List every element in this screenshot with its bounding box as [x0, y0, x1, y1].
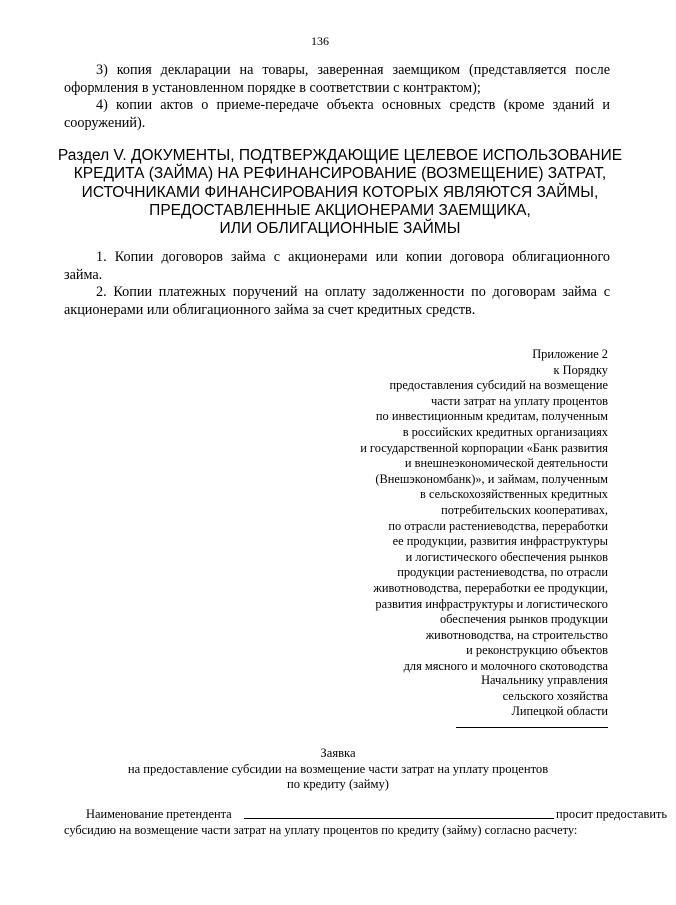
appendix-line: части затрат на уплату процентов: [431, 393, 608, 408]
appendix-line: и логистического обеспечения рынков: [405, 549, 608, 564]
list-item: 4) копии актов о приеме-передаче объекта основных средств (кроме зданий и сооружений).: [64, 97, 610, 131]
appendix-header: [278, 347, 608, 674]
heading-line: КРЕДИТА (ЗАЙМА) НА РЕФИНАНСИРОВАНИЕ (ВОЗМЕЩЕНИЕ) ЗАТРАТ,: [73, 165, 607, 183]
applicant-label: Наименование претендента: [86, 807, 232, 821]
appendix-line: потребительских кооперативах,: [441, 502, 608, 517]
appendix-line: в российских кредитных организациях: [402, 424, 608, 439]
appendix-line: ее продукции, развития инфраструктуры: [392, 534, 608, 549]
heading-line: ПРЕДОСТАВЛЕННЫЕ АКЦИОНЕРАМИ ЗАЕМЩИКА,: [149, 201, 531, 219]
addressee-line: Начальнику управления: [481, 673, 608, 687]
application-title-line: по кредиту (займу): [287, 777, 389, 792]
signature-blank-line[interactable]: [456, 727, 608, 728]
appendix-line: и реконструкцию объектов: [466, 643, 608, 658]
appendix-line: животноводства, переработки ее продукции,: [373, 580, 608, 595]
documents-list-continued: [64, 62, 610, 132]
appendix-line: по инвестиционным кредитам, полученным: [375, 409, 608, 424]
addressee-block: [408, 673, 608, 720]
heading-line: ИСТОЧНИКАМИ ФИНАНСИРОВАНИЯ КОТОРЫХ ЯВЛЯЮТСЯ ЗАЙМЫ,: [81, 183, 599, 201]
appendix-line: обеспечения рынков продукции: [439, 612, 608, 627]
appendix-line: к Порядку: [553, 362, 608, 377]
addressee-line: сельского хозяйства: [502, 688, 608, 703]
applicant-request-line: субсидию на возмещение части затрат на уплату процентов по кредиту (займу) согласно расчету:: [64, 823, 578, 837]
list-item: 1. Копии договоров займа с акционерами или копии договора облигационного займа.: [64, 249, 610, 283]
page-number: 136: [311, 34, 329, 48]
appendix-line: животноводства, на строительство: [425, 627, 608, 642]
applicant-row: [64, 806, 668, 822]
heading-line: Раздел V. ДОКУМЕНТЫ, ПОДТВЕРЖДАЮЩИЕ ЦЕЛЕВОЕ ИСПОЛЬЗОВАНИЕ: [57, 147, 623, 164]
appendix-line: Приложение 2: [532, 347, 608, 361]
heading-line: ИЛИ ОБЛИГАЦИОННЫЕ ЗАЙМЫ: [219, 220, 461, 238]
appendix-line: в сельскохозяйственных кредитных: [420, 487, 608, 502]
appendix-line: продукции растениеводства, по отрасли: [397, 565, 608, 580]
addressee-line: Липецкой области: [511, 704, 608, 719]
appendix-line: и государственной корпорации «Банк развития: [360, 440, 608, 455]
appendix-line: для мясного и молочного скотоводства: [403, 658, 608, 673]
applicant-request-text: просит предоставить: [556, 807, 668, 821]
applicant-name-blank[interactable]: [244, 818, 554, 819]
appendix-line: и внешнеэкономической деятельности: [404, 456, 608, 471]
application-title-line: на предоставление субсидии на возмещение части затрат на уплату процентов: [127, 761, 549, 776]
appendix-line: предоставления субсидий на возмещение: [389, 378, 608, 393]
section-v-list: [64, 249, 610, 319]
list-item: 2. Копии платежных поручений на оплату задолженности по договорам займа с акционерами или облигационного займа за счет кредитных средств.: [64, 284, 610, 318]
applicant-statement: [64, 806, 668, 838]
appendix-line: развития инфраструктуры и логистического: [375, 596, 608, 611]
application-title: [0, 746, 676, 793]
application-title-line: Заявка: [320, 746, 356, 760]
appendix-line: по отрасли растениеводства, переработки: [388, 518, 608, 533]
appendix-line: (Внешэкономбанк)», и займам, полученным: [375, 471, 608, 486]
list-item: 3) копия декларации на товары, заверенная заемщиком (представляется после оформления в установленном порядке в соответствии с контрактом);: [64, 62, 610, 96]
section-heading: [40, 147, 640, 238]
